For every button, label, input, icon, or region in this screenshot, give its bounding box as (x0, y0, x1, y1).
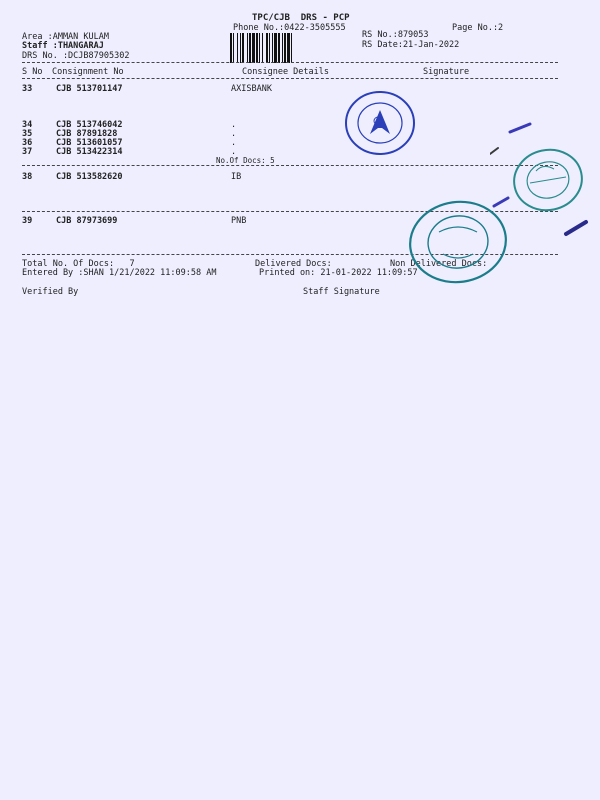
col-sno: S No (22, 67, 43, 77)
verified-by: Verified By (22, 287, 79, 297)
row-consignment: CJB 87973699 (56, 216, 118, 226)
rs-date: RS Date:21-Jan-2022 (362, 40, 460, 50)
row-consignee: IB (231, 172, 242, 182)
printed-on: Printed on: 21-01-2022 11:09:57 (259, 268, 418, 278)
row-consignee: AXISBANK (231, 84, 272, 94)
staff-label: Staff :THANGARAJ (22, 41, 104, 51)
row-consignment: CJB 513422314 (56, 147, 123, 157)
total-docs: Total No. Of Docs: 7 (22, 259, 135, 269)
row-sno: 33 (22, 84, 33, 94)
staff-signature: Staff Signature (303, 287, 380, 297)
divider (22, 62, 558, 63)
row-sno: 36 (22, 138, 33, 148)
row-sno: 34 (22, 120, 33, 130)
row-consignee: . (231, 147, 237, 157)
row-consignee: . (231, 129, 237, 139)
phone-number: Phone No.:0422-3505555 (233, 23, 346, 33)
row-sno: 37 (22, 147, 33, 157)
divider (22, 165, 558, 166)
docs-count: No.Of Docs: 5 (216, 156, 275, 165)
row-consignment: CJB 513746042 (56, 120, 123, 130)
row-consignee: . (231, 138, 237, 148)
row-consignee: . (231, 120, 237, 130)
doc-title: TPC/CJB DRS - PCP (252, 13, 350, 23)
col-consignee: Consignee Details (242, 67, 329, 77)
row-consignee: PNB (231, 216, 247, 226)
entered-by: Entered By :SHAN 1/21/2022 11:09:58 AM (22, 268, 217, 278)
row-consignment: CJB 513582620 (56, 172, 123, 182)
area-label: Area :AMMAN KULAM (22, 32, 109, 42)
barcode-icon (230, 33, 353, 63)
delivered-docs: Delivered Docs: (255, 259, 332, 269)
row-consignment: CJB 87891828 (56, 129, 118, 139)
non-delivered-docs: Non Delivered Docs: (390, 259, 488, 269)
divider (22, 78, 558, 79)
page-number: Page No.:2 (452, 23, 504, 33)
axis-bank-stamp (342, 88, 418, 158)
scan-marks (490, 110, 600, 240)
drs-number: DRS No. :DCJB87905302 (22, 51, 130, 61)
row-consignment: CJB 513701147 (56, 84, 123, 94)
row-sno: 35 (22, 129, 33, 139)
row-consignment: CJB 513601057 (56, 138, 123, 148)
col-consignment: Consignment No (52, 67, 124, 77)
rs-number: RS No.:879053 (362, 30, 429, 40)
row-sno: 39 (22, 216, 33, 226)
col-signature: Signature (423, 67, 470, 77)
row-sno: 38 (22, 172, 33, 182)
